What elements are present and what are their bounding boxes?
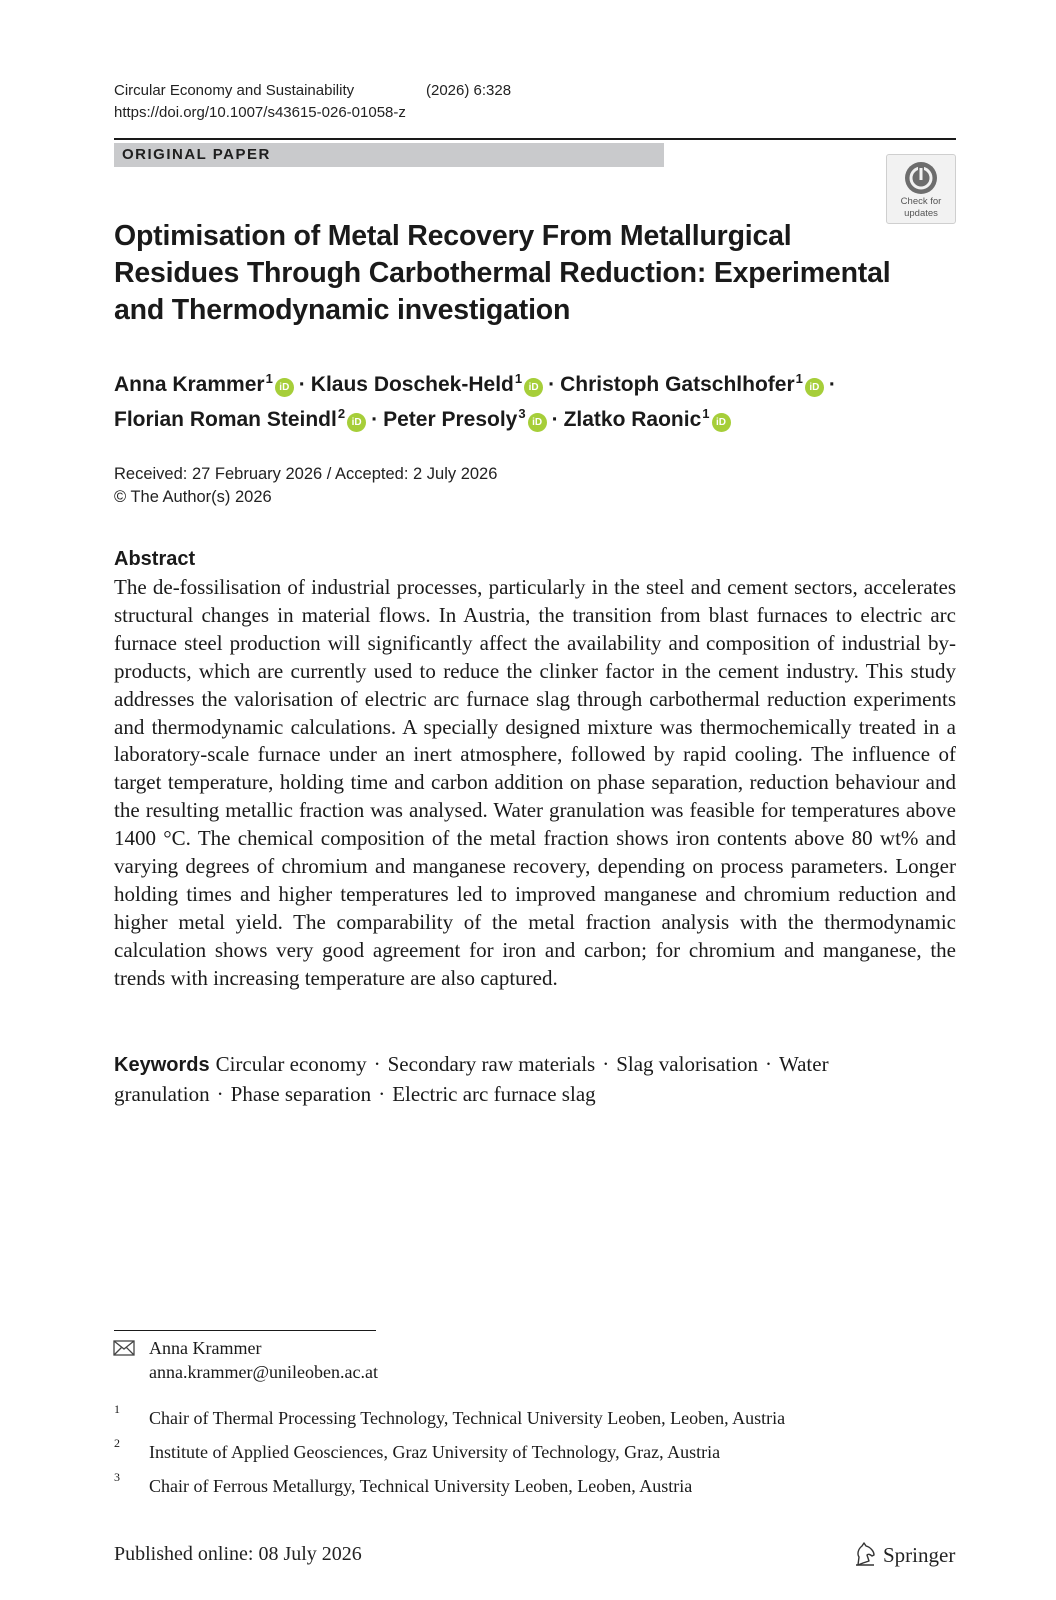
abstract-heading: Abstract — [114, 548, 196, 570]
keyword: Phase separation — [230, 1082, 372, 1106]
journal-name: Circular Economy and Sustainability (2026) 6:328 — [114, 82, 512, 99]
author-affiliation-ref: 1 — [265, 371, 273, 386]
corresponding-author-name: Anna Krammer — [149, 1338, 262, 1358]
author-separator: · — [828, 373, 836, 396]
author-affiliation-ref: 1 — [514, 371, 523, 386]
orcid-icon[interactable]: iD — [528, 413, 547, 432]
publisher-name: Springer — [883, 1543, 956, 1567]
check-for-updates-icon — [904, 161, 938, 195]
affiliation-number: 1 — [114, 1402, 120, 1416]
header-rule — [114, 138, 956, 140]
check-for-updates-button[interactable] — [886, 154, 956, 224]
orcid-icon[interactable]: iD — [805, 378, 824, 397]
keyword-separator: · — [764, 1052, 772, 1076]
keyword-separator: · — [378, 1082, 386, 1106]
publication-dates — [114, 463, 497, 509]
orcid-icon[interactable]: iD — [347, 413, 366, 432]
author-affiliation-ref: 3 — [518, 406, 526, 421]
author-name[interactable]: Klaus Doschek-Held — [310, 373, 514, 396]
keywords — [114, 1050, 956, 1109]
footnote-rule — [114, 1330, 376, 1331]
author-name[interactable]: Peter Presoly — [383, 408, 518, 431]
affiliation-text: Chair of Ferrous Metallurgy, Technical University Leoben, Leoben, Austria — [149, 1476, 693, 1496]
journal-volume: (2026) 6:328 — [426, 82, 512, 99]
keyword: Electric arc furnace slag — [392, 1082, 596, 1106]
doi-link[interactable]: https://doi.org/10.1007/s43615-026-01058-z — [114, 104, 406, 121]
author-name[interactable]: Anna Krammer — [114, 373, 265, 396]
affiliation-number: 2 — [114, 1436, 120, 1450]
check-for-updates-line1: Check for — [900, 196, 942, 207]
author-separator: · — [548, 373, 556, 396]
affiliation-text: Chair of Thermal Processing Technology, Technical University Leoben, Leoben, Austria — [149, 1408, 786, 1428]
keyword: Slag valorisation — [616, 1052, 758, 1076]
keyword-separator: · — [216, 1082, 224, 1106]
author-separator: · — [551, 408, 559, 431]
corresponding-author-email[interactable]: anna.krammer@unileoben.ac.at — [149, 1362, 378, 1382]
published-online: Published online: 08 July 2026 — [114, 1543, 362, 1565]
author-affiliation-ref: 2 — [337, 406, 346, 421]
check-for-updates-line2: updates — [904, 208, 938, 219]
author-separator: · — [298, 373, 306, 396]
received-accepted: Received: 27 February 2026 / Accepted: 2 July 2026 — [114, 465, 498, 483]
author-name[interactable]: Zlatko Raonic — [563, 408, 702, 431]
abstract-text: The de-fossilisation of industrial processes, particularly in the steel and cement sectors, accelerates structural changes in material flows. In Austria, the transition from blast furnaces to electric arc furnace steel production will significantly affect the availability and composition of industrial by-products, which are currently used to reduce the clinker factor in the cement industry. This study addresses the valorisation of electric arc furnace slag through carbothermal reduction experiments and thermodynamic calculations. A specially designed mixture was thermochemically treated in a laboratory-scale furnace under an inert atmosphere, followed by rapid cooling. The influence of target temperature, holding time and carbon addition on phase separation, reduction behaviour and the resulting metallic fraction was analysed. Water granulation was feasible for temperatures above 1400 °C. The chemical composition of the metal fraction shows iron contents above 80 wt% and varying degrees of chromium and manganese recovery, depending on process parameters. Longer holding times and higher temperatures led to improved manganese and chromium reduction and higher metal yield. The comparability of the metal fraction analysis with the thermodynamic calculation shows very good agreement for iron and carbon; for chromium and manganese, the trends with increasing temperature are also captured. — [114, 575, 956, 990]
author-affiliation-ref: 1 — [795, 371, 803, 386]
orcid-icon[interactable]: iD — [275, 378, 294, 397]
paper-title: Optimisation of Metal Recovery From Metallurgical Residues Through Carbothermal Reduction: Experimental and Thermodynamic investigation — [114, 220, 891, 326]
keyword: Secondary raw materials — [387, 1052, 596, 1076]
keyword-separator: · — [602, 1052, 610, 1076]
envelope-icon — [113, 1340, 135, 1356]
copyright: © The Author(s) 2026 — [114, 488, 272, 506]
orcid-icon[interactable]: iD — [712, 413, 731, 432]
orcid-icon[interactable]: iD — [524, 378, 543, 397]
keyword: Water granulation — [114, 1052, 829, 1106]
author-name[interactable]: Florian Roman Steindl — [114, 408, 337, 431]
article-type-bar: ORIGINAL PAPER — [114, 143, 664, 167]
affiliation-text: Institute of Applied Geosciences, Graz University of Technology, Graz, Austria — [149, 1442, 721, 1462]
author-affiliation-ref: 1 — [702, 406, 710, 421]
affiliation-number: 3 — [114, 1470, 120, 1484]
keyword-separator: · — [373, 1052, 381, 1076]
author-separator: · — [371, 408, 379, 431]
springer-horse-icon — [853, 1541, 879, 1567]
keyword: Circular economy — [215, 1052, 367, 1076]
keywords-label: Keywords — [114, 1054, 210, 1076]
author-list — [114, 364, 954, 434]
author-name[interactable]: Christoph Gatschlhofer — [560, 373, 795, 396]
